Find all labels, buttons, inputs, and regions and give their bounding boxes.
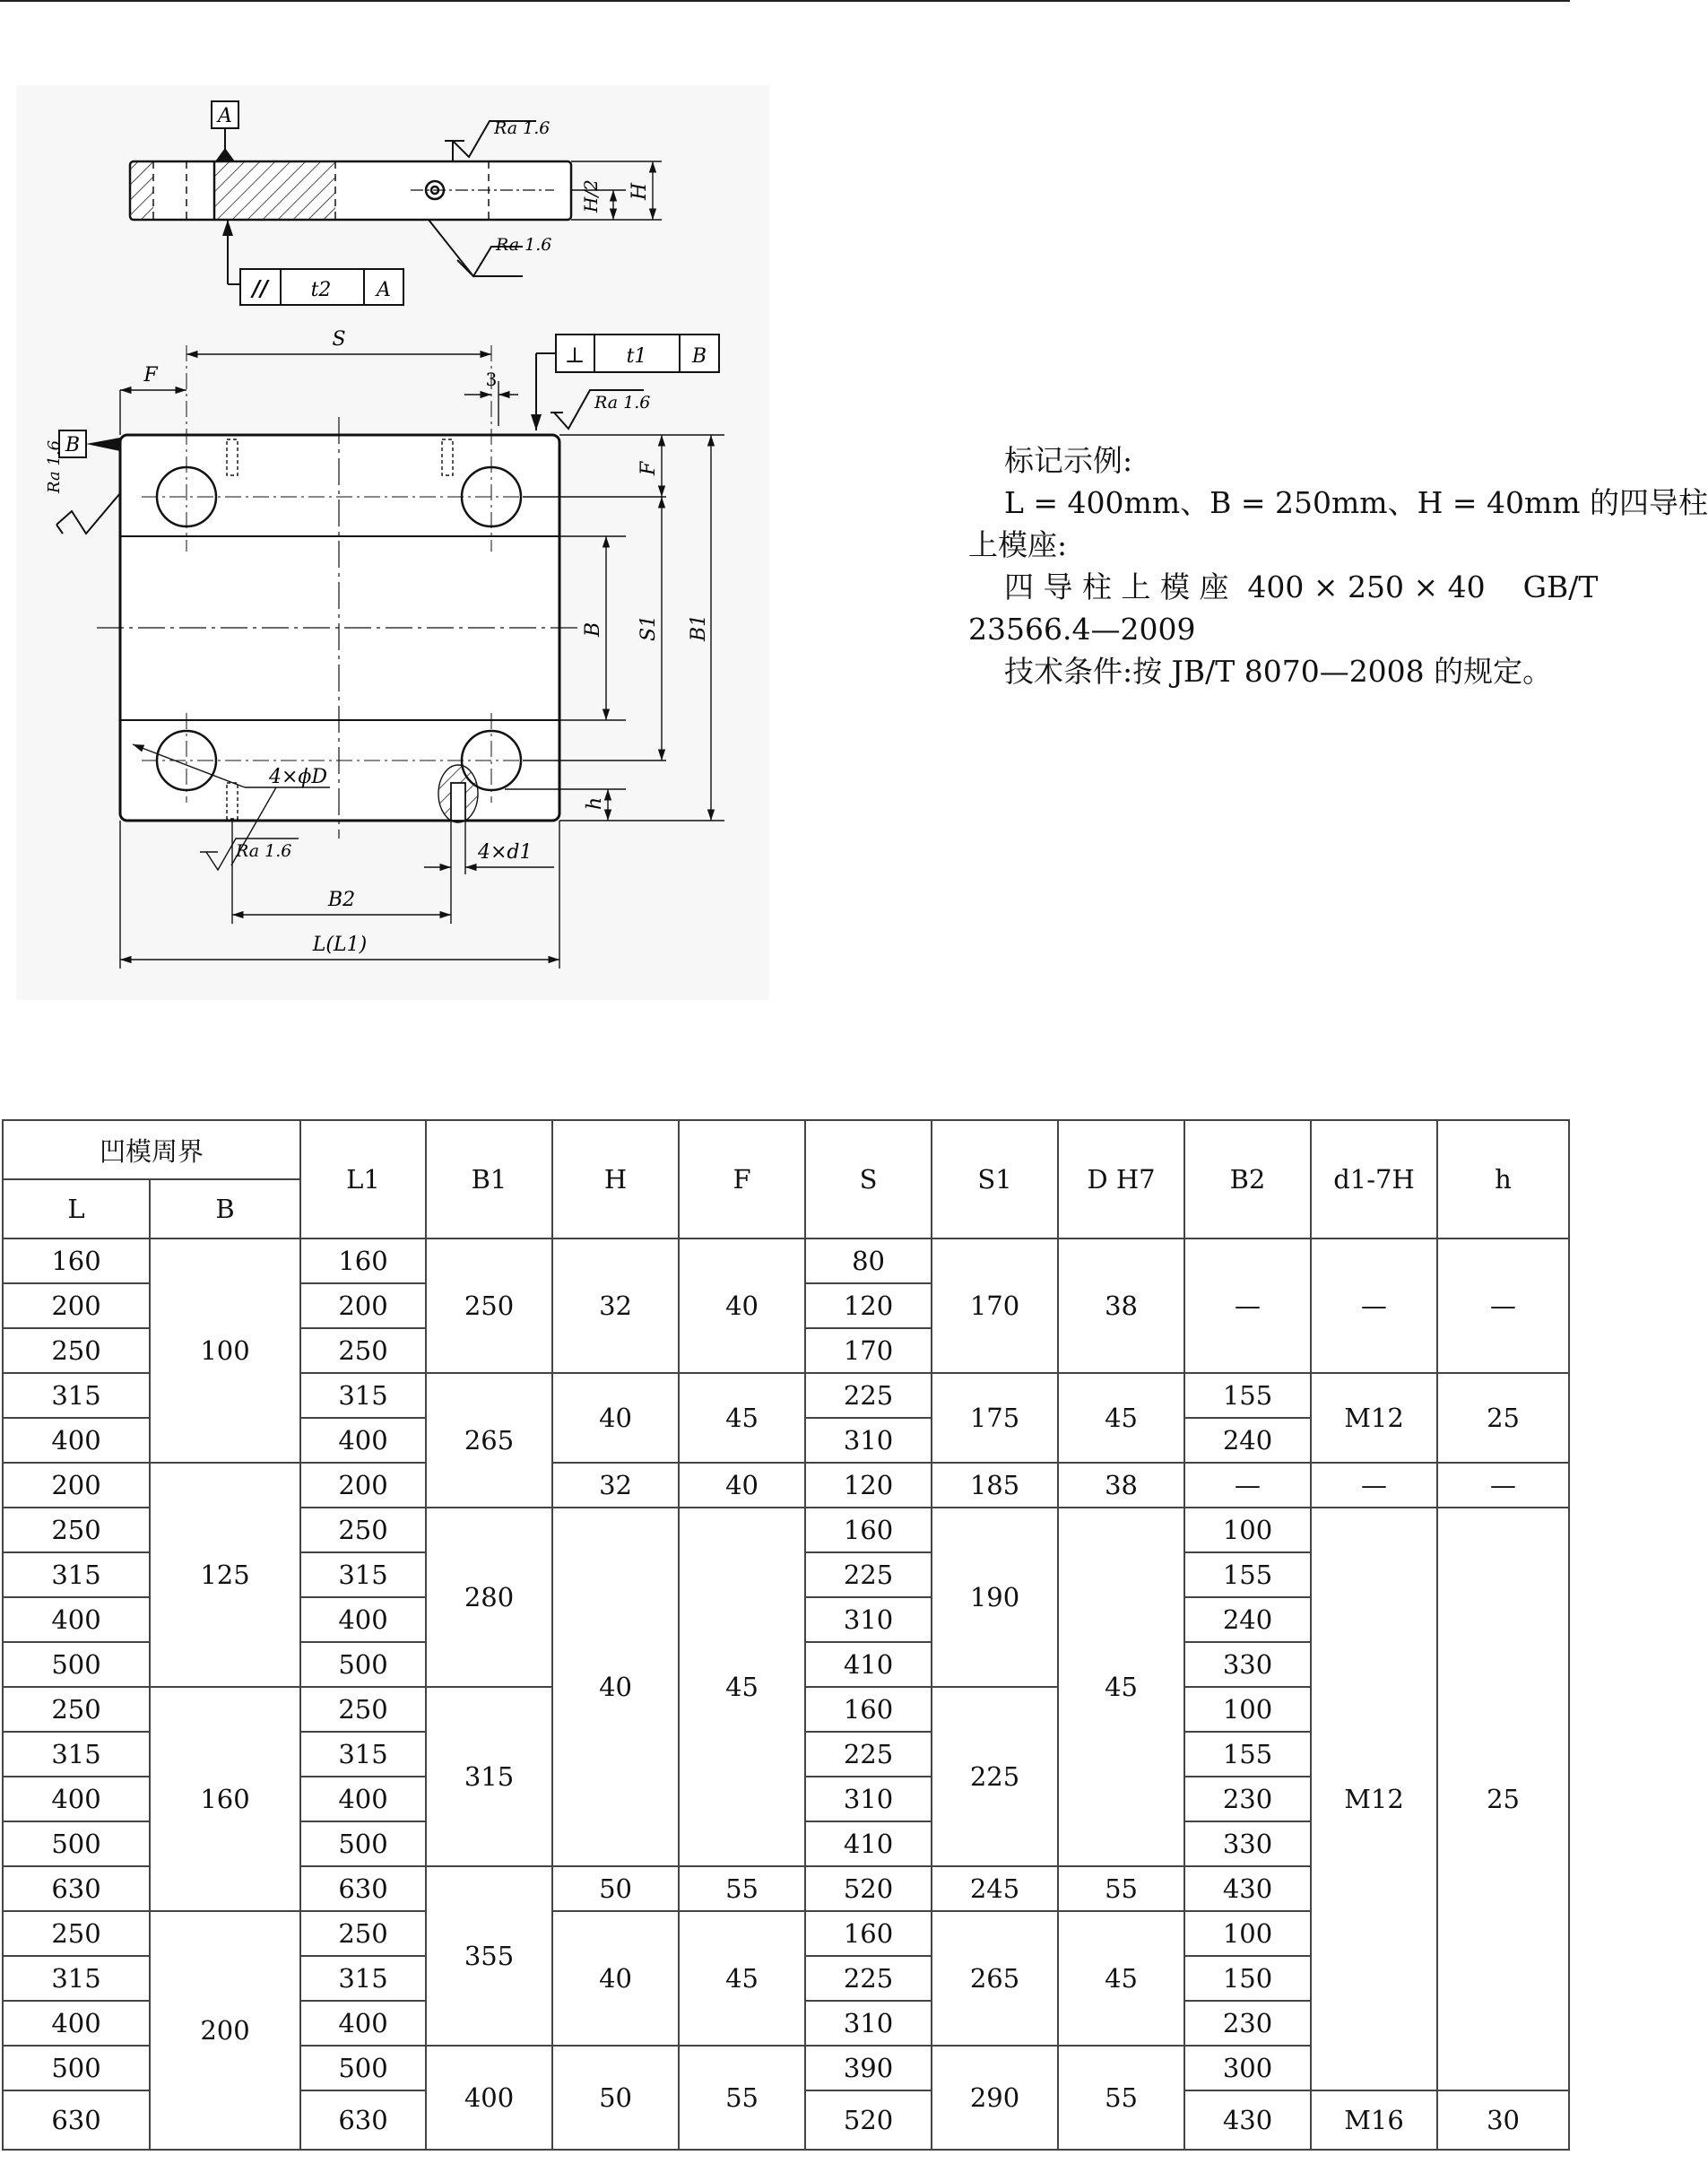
cell-s: 390 (805, 2046, 932, 2090)
cell-s1: 265 (932, 1911, 1058, 2046)
cell-f: 40 (679, 1238, 805, 1373)
header-die-perimeter: 凹模周界 (3, 1120, 300, 1179)
marking-line-5: 技术条件:按 JB/T 8070—2008 的规定。 (1004, 654, 1553, 689)
cell-l1: 400 (300, 1597, 426, 1642)
cell-d1: — (1311, 1463, 1437, 1508)
dim-f-right: F (637, 461, 660, 475)
cell-b2: 100 (1184, 1508, 1311, 1552)
cell-d: 45 (1058, 1373, 1184, 1463)
cell-l: 500 (3, 2046, 150, 2090)
cell-l: 500 (3, 1642, 150, 1687)
cell-h: 32 (552, 1238, 679, 1373)
cell-l1: 630 (300, 1866, 426, 1911)
header-b: B (150, 1179, 300, 1238)
header-d1: d1-7H (1311, 1120, 1437, 1238)
marking-title: 标记示例: (1004, 443, 1133, 478)
cell-h: 40 (552, 1373, 679, 1463)
side-view (130, 161, 571, 220)
cell-s: 410 (805, 1642, 932, 1687)
cell-h-small: — (1437, 1238, 1569, 1373)
cell-l1: 400 (300, 1418, 426, 1463)
cell-b1: 250 (426, 1238, 552, 1373)
cell-s: 310 (805, 1777, 932, 1821)
cell-l: 250 (3, 1508, 150, 1552)
dim-b: B (582, 621, 604, 637)
header-b2: B2 (1184, 1120, 1311, 1238)
cell-d1: — (1311, 1238, 1437, 1373)
cell-f: 45 (679, 1911, 805, 2046)
cell-l1: 250 (300, 1687, 426, 1732)
cell-l: 630 (3, 1866, 150, 1911)
cell-l1: 500 (300, 2046, 426, 2090)
cell-l: 160 (3, 1238, 150, 1283)
roughness-label-left: Ra 1.6 (45, 439, 64, 493)
cell-b1: 280 (426, 1508, 552, 1687)
cell-l: 315 (3, 1552, 150, 1597)
dim-small-h: h (584, 796, 606, 810)
cell-s: 225 (805, 1373, 932, 1418)
cell-l1: 400 (300, 2001, 426, 2046)
cell-l: 315 (3, 1956, 150, 2001)
cell-l1: 630 (300, 2090, 426, 2150)
cell-l: 250 (3, 1687, 150, 1732)
cell-h-small: 25 (1437, 1508, 1569, 2090)
cell-h: 50 (552, 2046, 679, 2150)
cell-s1: 290 (932, 2046, 1058, 2150)
technical-drawing (16, 85, 769, 1000)
cell-s: 160 (805, 1911, 932, 1956)
header-h-small: h (1437, 1120, 1569, 1238)
table-row (3, 1238, 1569, 1283)
cell-d1: M12 (1311, 1508, 1437, 2090)
cell-d: 38 (1058, 1463, 1184, 1508)
roughness-label-side: Ra 1.6 (496, 235, 552, 255)
cell-f: 40 (679, 1463, 805, 1508)
cell-l: 315 (3, 1373, 150, 1418)
cell-l: 630 (3, 2090, 150, 2150)
cell-b2: — (1184, 1238, 1311, 1373)
cell-s: 520 (805, 1866, 932, 1911)
cell-l: 200 (3, 1283, 150, 1328)
datum-b-label: B (65, 434, 81, 456)
cell-s: 225 (805, 1732, 932, 1777)
cell-h-small: 25 (1437, 1373, 1569, 1463)
cell-b2: 230 (1184, 1777, 1311, 1821)
dim-s: S (332, 328, 346, 351)
cell-s1: 225 (932, 1687, 1058, 1866)
parallel-symbol: // (252, 275, 268, 301)
cell-b: 200 (150, 1911, 300, 2150)
cell-s: 310 (805, 1597, 932, 1642)
cell-l: 400 (3, 2001, 150, 2046)
cell-l1: 250 (300, 1328, 426, 1373)
cell-l: 400 (3, 1777, 150, 1821)
tol-t2-datum: A (377, 279, 391, 301)
dimension-table (2, 1119, 1570, 2151)
cell-l: 250 (3, 1328, 150, 1373)
top-rule (0, 0, 1570, 2)
cell-l1: 315 (300, 1956, 426, 2001)
cell-s: 520 (805, 2090, 932, 2150)
cell-b1: 265 (426, 1373, 552, 1508)
marking-line-3: 四 导 柱 上 模 座 400 × 250 × 40 GB/T (1004, 569, 1599, 604)
cell-s: 225 (805, 1956, 932, 2001)
cell-s: 225 (805, 1552, 932, 1597)
marking-line-4: 23566.4—2009 (968, 612, 1196, 647)
cell-d: 45 (1058, 1911, 1184, 2046)
cell-b2: 230 (1184, 2001, 1311, 2046)
header-f: F (679, 1120, 805, 1238)
marking-line-2: 上模座: (968, 527, 1068, 562)
cell-f: 45 (679, 1373, 805, 1463)
cell-l1: 200 (300, 1463, 426, 1508)
header-l1: L1 (300, 1120, 426, 1238)
cell-b2: 150 (1184, 1956, 1311, 2001)
cell-s: 310 (805, 2001, 932, 2046)
header-s1: S1 (932, 1120, 1058, 1238)
cell-d: 55 (1058, 1866, 1184, 1911)
cell-l1: 315 (300, 1732, 426, 1777)
cell-l: 400 (3, 1418, 150, 1463)
cell-b2: 330 (1184, 1821, 1311, 1866)
cell-b2: 240 (1184, 1418, 1311, 1463)
header-s: S (805, 1120, 932, 1238)
cell-l1: 315 (300, 1373, 426, 1418)
roughness-label-top: Ra 1.6 (494, 118, 551, 138)
cell-s: 310 (805, 1418, 932, 1463)
cell-b1: 355 (426, 1866, 552, 2046)
cell-h: 32 (552, 1463, 679, 1508)
dim-s1: S1 (637, 614, 660, 641)
cell-l: 200 (3, 1463, 150, 1508)
cell-b2: 430 (1184, 1866, 1311, 1911)
cell-s: 120 (805, 1283, 932, 1328)
dim-h: H (629, 182, 651, 200)
cell-b2: 330 (1184, 1642, 1311, 1687)
cell-s1: 170 (932, 1238, 1058, 1373)
cell-s1: 190 (932, 1508, 1058, 1687)
cell-l1: 250 (300, 1911, 426, 1956)
cell-f: 45 (679, 1508, 805, 1866)
cell-l1: 200 (300, 1283, 426, 1328)
cell-b1: 400 (426, 2046, 552, 2150)
cell-b2: 155 (1184, 1732, 1311, 1777)
cell-b2: 240 (1184, 1597, 1311, 1642)
hole-callout: 4×ϕD (269, 766, 328, 788)
cell-b2: 155 (1184, 1373, 1311, 1418)
header-l: L (3, 1179, 150, 1238)
cell-l: 250 (3, 1911, 150, 1956)
tol-t1: t1 (626, 345, 647, 368)
cell-l1: 400 (300, 1777, 426, 1821)
cell-h-small: 30 (1437, 2090, 1569, 2150)
dim-b2: B2 (327, 889, 356, 911)
perp-symbol: ⊥ (564, 343, 585, 368)
cell-l1: 500 (300, 1642, 426, 1687)
cell-l: 400 (3, 1597, 150, 1642)
cell-h: 50 (552, 1866, 679, 1911)
dim-three: 3 (485, 369, 498, 390)
cell-d: 38 (1058, 1238, 1184, 1373)
cell-l1: 500 (300, 1821, 426, 1866)
cell-b: 160 (150, 1687, 300, 1911)
cell-d1: M16 (1311, 2090, 1437, 2150)
cell-b2: 430 (1184, 2090, 1311, 2150)
table-row (3, 1463, 1569, 1508)
cell-f: 55 (679, 2046, 805, 2150)
marking-line-1: L = 400mm、B = 250mm、H = 40mm 的四导柱 (1004, 485, 1708, 520)
cell-b2: 100 (1184, 1687, 1311, 1732)
datum-a-label: A (218, 105, 232, 127)
dim-b1: B1 (688, 613, 710, 641)
cell-b2: 155 (1184, 1552, 1311, 1597)
cell-s: 410 (805, 1821, 932, 1866)
cell-s1: 175 (932, 1373, 1058, 1463)
tol-t2: t2 (310, 279, 332, 301)
cell-s: 80 (805, 1238, 932, 1283)
header-b1: B1 (426, 1120, 552, 1238)
cell-h: 40 (552, 1911, 679, 2046)
dim-f-top: F (143, 364, 158, 387)
cell-d: 55 (1058, 2046, 1184, 2150)
cell-h: 40 (552, 1508, 679, 1866)
cell-s: 120 (805, 1463, 932, 1508)
cell-b1: 315 (426, 1687, 552, 1866)
cell-b2: 300 (1184, 2046, 1311, 2090)
cell-b2: — (1184, 1463, 1311, 1508)
cell-h-small: — (1437, 1463, 1569, 1508)
cell-b: 100 (150, 1238, 300, 1463)
roughness-label-plan: Ra 1.6 (594, 393, 651, 413)
cell-s: 160 (805, 1687, 932, 1732)
cell-s: 170 (805, 1328, 932, 1373)
cell-d1: M12 (1311, 1373, 1437, 1463)
cell-s1: 245 (932, 1866, 1058, 1911)
cell-l1: 160 (300, 1238, 426, 1283)
cell-l: 500 (3, 1821, 150, 1866)
cell-b: 125 (150, 1463, 300, 1687)
cell-f: 55 (679, 1866, 805, 1911)
thread-callout: 4×d1 (478, 841, 533, 864)
cell-d: 45 (1058, 1508, 1184, 1866)
dim-length: L(L1) (312, 934, 368, 956)
cell-l1: 250 (300, 1508, 426, 1552)
cell-s: 160 (805, 1508, 932, 1552)
cell-b2: 100 (1184, 1911, 1311, 1956)
cell-l: 315 (3, 1732, 150, 1777)
cell-l1: 315 (300, 1552, 426, 1597)
cell-s1: 185 (932, 1463, 1058, 1508)
header-d-h7: D H7 (1058, 1120, 1184, 1238)
header-h: H (552, 1120, 679, 1238)
marking-example (968, 439, 1708, 692)
tol-t1-datum: B (691, 345, 707, 368)
roughness-label-hole: Ra 1.6 (236, 841, 292, 861)
dim-h-half: H/2 (580, 179, 602, 213)
